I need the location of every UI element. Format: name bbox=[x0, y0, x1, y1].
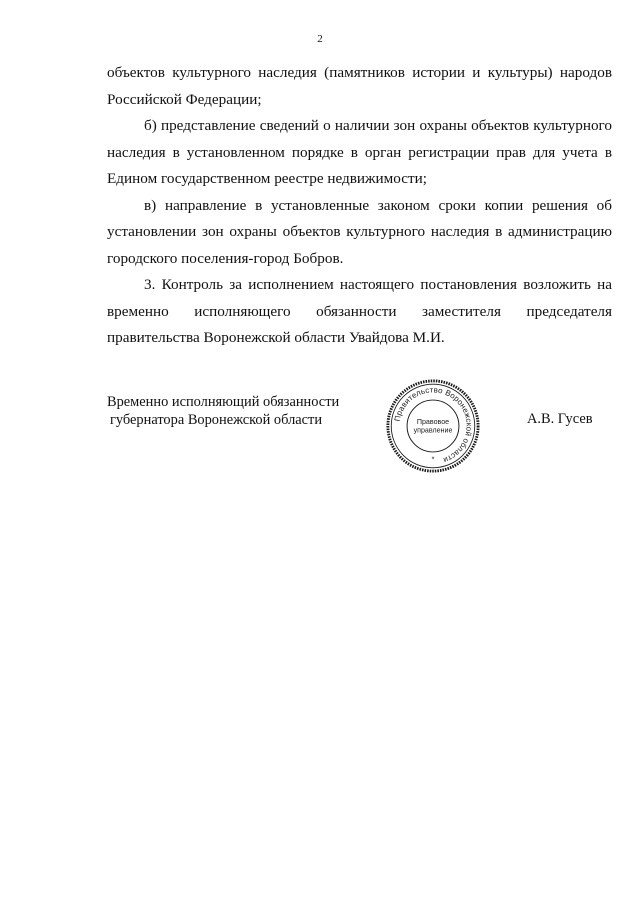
seal-center-line2: управление bbox=[413, 426, 453, 435]
signatory-title-line2: губернатора Воронежской области bbox=[110, 412, 323, 428]
signatory-title bbox=[107, 393, 367, 429]
body-text bbox=[107, 60, 612, 352]
page-number: 2 bbox=[317, 33, 323, 45]
seal-star-icon: * bbox=[431, 454, 435, 464]
seal-center-line1: Правовое bbox=[416, 418, 450, 427]
paragraph-item-b: б) представление сведений о наличии зон охраны объектов культурного наследия в установленном порядке в орган регистрации прав для учета в Едином государственном реестре недвижимости; bbox=[107, 117, 612, 187]
signatory-title-line1: Временно исполняющий обязанности bbox=[107, 394, 340, 410]
official-seal bbox=[385, 378, 481, 474]
seal-graphic bbox=[385, 378, 481, 474]
paragraph-item-3: 3. Контроль за исполнением настоящего постановления возложить на временно исполняющего обязанности заместителя председателя правительства Воронежской области Увайдова М.И. bbox=[107, 276, 612, 346]
paragraph-continuation: объектов культурного наследия (памятников истории и культуры) народов Российской Федерации; bbox=[107, 64, 612, 108]
paragraph-item-v: в) направление в установленные законом сроки копии решения об установлении зон охраны объектов культурного наследия в администрацию городского поселения-город Бобров. bbox=[107, 196, 612, 267]
signatory-name: А.В. Гусев bbox=[527, 411, 593, 427]
seal-ring-text: Правительство Воронежской области bbox=[392, 385, 474, 465]
